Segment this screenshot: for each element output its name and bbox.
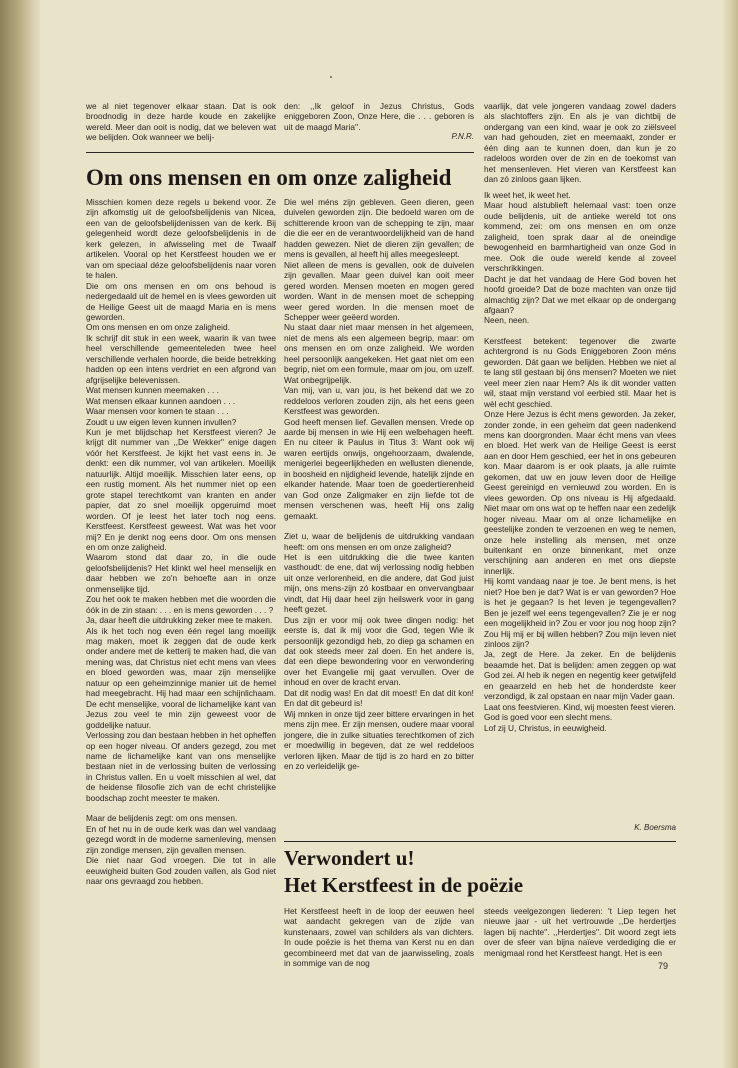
paragraph: Dus zijn er voor mij ook twee dingen nodig: het eerste is, dat ik mij voor die God, tegen Wie ik persoonlijk gezondigd heb, zo diep ga schamen en dat ook steeds meer zal doen. En het andere is, dat een diepe bewondering voor en verwondering over het Evangelie mij gaat vervullen. Over de inhoud en over de kracht ervan. <box>284 614 474 688</box>
page-number: 79 <box>658 961 669 971</box>
article1-column-1 <box>86 197 276 886</box>
paragraph: Misschien komen deze regels u bekend voor. Ze zijn afkomstig uit de geloofsbelijdenis van Nicea, een van de geloofsbelijdenissen van de kerk. Bij gelegenheid wordt deze geloofsbelijdenis in de kerk gelezen, in afwisseling met de Twaalf artikelen. Vooral op het Kerstfeest houden we er van om speciaal déze geloofsbelijdenis naar voren te halen. <box>86 197 276 281</box>
paragraph: Zoudt u uw eigen leven kunnen invullen? <box>86 416 237 427</box>
paragraph: Ja, zegt de Here. Ja zeker. En de belijdenis beaamde het. Dat is belijden: amen zeggen op wat God zei. Al heb ik negen en negentig keer getwijfeld en geaarzeld en heb het de honderdste keer verzondigd, ik zal opstaan en naar mijn Vader gaan. <box>484 649 676 702</box>
paragraph: Onze Here Jezus is écht mens geworden. Ja zeker, zonder zonde, in een geheim dat geen nadenkend mens kan doorgronden. Maar écht mens van vlees en bloed. Het werk van de Heilige Geest is eerst aan en door Hem geschied, eer het in ons gebeuren kon. Maar daarom is er ook plaats, ja alle ruimte gekomen, dat uw en jouw leven door de Heilige Geest gereinigd en vernieuwd zou worden. En is vlees geworden. Op ons niveau is Hij afgedaald. Niet maar om ons wat op te heffen naar een zedelijk hoger niveau. Maar om al onze lichamelijke en geestelijke zonden te verzoenen en weg te nemen, onze hele instelling als mensen, met onze buitenkant en onze binnenkant, met onze verschijning aan anderen en met ons diepste innerlijk. <box>484 409 676 576</box>
paragraph: En of het nu in de oude kerk was dan wel vandaag gezegd wordt in de moderne samenleving, mensen zijn zondige mensen, zijn gevallen mensen. <box>86 823 276 855</box>
paragraph: steeds veelgezongen liederen: 't Liep tegen het nieuwe jaar - uit het vertrouwde ,,De herdertjes lagen bij nachte''. ,,Herdertjes''. Dit woord zegt iets over de sfeer van bijna naïeve verdediging die er menigmaal rond het Kerstfeest hangt. Het is een <box>484 906 676 958</box>
top-col2-text: den: ,,Ik geloof in Jezus Christus, Gods eniggeboren Zoon, Onze Here, die . . . geboren is uit de maagd Maria''. <box>284 101 474 132</box>
paragraph: Het is een uitdrukking die die twee kanten vasthoudt: de ene, dat wij verlossing nodig hebben uit onze verlorenheid, en die andere, dat God juist mijn, ons mens-zijn zó kostbaar en onvervangbaar vindt, dat Hij daar heel zijn heilswerk voor in gang heeft gezet. <box>284 551 474 615</box>
paragraph: Ik schrijf dit stuk in een week, waarin ik van twee heel verschillende gemeenteleden twee heel verschillende verhalen hoorde, die beide betrekking hadden op een intens verdriet en een afgrond van afgrijselijke belevenissen. <box>86 332 276 385</box>
paragraph: Dat dit nodig was! En dat dit moest! En dat dit kon! En dat dit gebeurd is! <box>284 687 474 709</box>
paragraph: Ziet u, waar de belijdenis de uitdrukking vandaan heeft: om ons mensen en om onze zaligheid? <box>284 531 474 552</box>
paragraph: Laat ons feestvieren. Kind, wij moesten feest vieren. <box>484 701 676 712</box>
paragraph: Wat mensen kunnen meemaken . . . <box>86 385 219 396</box>
section-rule <box>284 841 676 842</box>
paragraph: Hij komt vandaag naar je toe. Je bent mens, is het niet? Hoe ben je dat? Wat is er van geworden? Hoe is het je gegaan? Is het leven je tegengevallen? Ben je jezelf wel eens tegengevallen? Zie je er nog een mogelijkheid in? Zou er voor jou nog hoop zijn? Zou Hij mij er bij willen hebben? Zou mijn leven niet zinloos zijn? <box>484 576 676 650</box>
article1-signature-box <box>484 823 676 833</box>
paragraph: God is goed voor een slecht mens. <box>484 712 613 723</box>
paragraph-gap <box>484 326 676 336</box>
article-title: Om ons mensen en om onze zaligheid <box>86 165 452 190</box>
article1-column-2 <box>284 197 474 772</box>
paragraph: Het Kerstfeest heeft in de loop der eeuwen heel wat aandacht gekregen van de zijde van kunstenaars, zowel van schilders als van dichters. In oude poëzie is het thema van Kerst nu en dan gecombineerd met dat van de jaarwisseling, zoals in sommige van de nog <box>284 906 474 969</box>
paragraph: Waar mensen voor komen te staan . . . <box>86 406 229 417</box>
paragraph: Maar houd alstublieft helemaal vast: toen onze oude belijdenis, uit de antieke wereld tot ons kommend, zei: om ons mensen en om onze zaligheid, toen sprak daar al de oneindige bewogenheid en barmhartigheid van onze God in mee. Ook die oude wereld kende al zoveel verschrikkingen. <box>484 200 676 274</box>
paragraph: Nu staat daar niet maar mensen in het algemeen, niet de mens als een algemeen begrip, maar: om ons mensen en om onze zaligheid. We worden heel persoonlijk aangekeken. Het gaat niet om een begrip, niet om een formule, maar om jou, om uzelf. Wat onbegrijpelijk. <box>284 322 474 385</box>
article1-column-3 <box>484 190 676 816</box>
paragraph: God heeft mensen lief. Gevallen mensen. Vrede op aarde bij mensen in wie Hij een welbehagen heeft. En nu citeer ik Paulus in Titus 3: Want ook wij waren eertijds onwijs, ongehoorzaam, dwalende, menigerlei begeerlijkheden en wellusten dienende, in boosheid en nijdigheid levende, hatelijk zijnde en elkander hatende. Maar toen de goedertierenheid van God onze Zaligmaker en zijn liefde tot de mensen verschenen was, heeft Hij ons zalig gemaakt. <box>284 416 474 521</box>
top-column-3 <box>484 101 676 185</box>
paragraph: Om ons mensen en om onze zaligheid. <box>86 322 230 333</box>
book-binding-shadow <box>0 0 40 1068</box>
paragraph: Niet alleen de mens is gevallen, ook de duivelen zijn gevallen. Maar geen duivel kan ooit meer gered worden. Mensen moeten en mogen gered worden. Want in de mensen moet de schepping weer gered worden. In die mensen moet de Schepper weer geëerd worden. <box>284 259 474 322</box>
paragraph: Die niet naar God vroegen. Die tot in alle eeuwigheid buiten God zouden vallen, als God niet naar ons gevraagd zou hebben. <box>86 855 276 886</box>
article2-column-2 <box>484 906 676 958</box>
article2-column-1 <box>284 906 474 969</box>
paragraph: Ja, daar heeft die uitdrukking zeker mee te maken. <box>86 615 273 626</box>
section-rule <box>86 152 474 153</box>
paragraph: Wat mensen elkaar kunnen aandoen . . . <box>86 395 236 406</box>
paragraph: Wij mnken in onze tijd zeer bittere ervaringen in het mens zijn mee. Er zijn mensen, oudere maar vooral jongere, die in zulke situaties terechtkomen of zich er moedwillig in begeven, dat ze wel reddeloos verloren lijken. Maar de tijd is zo hard en zo bitter en zo verleidelijk ge- <box>284 708 474 772</box>
article1-signature: K. Boersma <box>634 823 676 832</box>
top-col2-signature: P.N.R. <box>451 132 474 142</box>
article2-title-line-1: Verwondert u! <box>284 846 415 870</box>
paragraph-gap <box>86 803 276 813</box>
paragraph: Neen, neen. <box>484 315 530 326</box>
paragraph: Maar de belijdenis zegt: om ons mensen. <box>86 813 238 824</box>
paragraph: Van mij, van u, van jou, is het bekend dat we zo reddeloos verloren zouden zijn, als het eens geen Kerstfeest was geworden. <box>284 385 474 417</box>
paragraph-gap <box>284 521 474 531</box>
paragraph: Als ik het toch nog even één regel lang moeilijk mag maken, moet ik zeggen dat de oude kerk onder andere met de ketterij te maken had, die van mening was, dat Christus niet echt mens van vlees en bloed geworden was, maar zijn menselijke natuur op een geheimzinnige manier uit de hemel had meegebracht. Hij had maar een schijnlichaam. De echt menselijke, vooral de lichamelijke kant van Jezus zou veel te min zijn geweest voor de goddelijke natuur. <box>86 625 276 730</box>
top-col3-text: vaarlijk, dat vele jongeren vandaag zowel daders als slachtoffers zijn. En als je van dichtbij de ondergang van een kind, waar je ook zo ziëlsveel van had gehouden, ziet en meemaakt, zonder er één ding aan te kunnen doen, dan kun je zo radeloos worden over de zin en de toekomst van het mensenleven. Het vieren van Kerstfeest kan dan zó zinloos gaan lijken. <box>484 101 676 185</box>
paragraph: Kerstfeest betekent: tegenover die zwarte achtergrond is nu Gods Eniggeboren Zoon méns geworden. Dát gaan we belijden. Hebben we niet al te lang stil gestaan bij óns mensen? Moeten we niet veel meer zien naar Hem? Als ik dit wonder vatten wil, staat mijn verstand vol eerbied stil. Maar het is wèl echt geschied. <box>484 335 676 409</box>
paragraph: Zou het ook te maken hebben met die woorden die óók in de zin staan: . . . en is mens geworden . . . ? <box>86 594 276 615</box>
top-column-2 <box>284 101 474 143</box>
top-col1-text: we al niet tegenover elkaar staan. Dat is ook broodnodig in deze harde koude en zakelijke wereld. Meer dan ooit is nodig, dat we beleven wat we belijden. Ook wanneer we belij- <box>86 101 276 143</box>
paragraph: Dacht je dat het vandaag de Here God boven het hoofd groeide? Dat de boze machten van onze tijd almachtig zijn? Dat we met elkaar op de ondergang afgaan? <box>484 273 676 315</box>
paragraph: Verlossing zou dan bestaan hebben in het opheffen op een hoger niveau. Of anders gezegd, zou met name de lichamelijke kant van ons menselijke bestaan niet in de verlossing buiten de verlossing in Christus vallen. En u voelt misschien al wel, dat de heidense filosofie zich van de echt christelijke boodschap zocht meester te maken. <box>86 730 276 803</box>
paragraph: Lof zij U, Christus, in eeuwigheid. <box>484 722 607 733</box>
paragraph: Die om ons mensen en om ons behoud is nedergedaald uit de hemel en is vlees geworden uit de Heilige Geest uit de maagd Maria en is mens geworden. <box>86 280 276 322</box>
paragraph: Waarom stond dat daar zo, in die oude geloofsbelijdenis? Het klinkt wel heel menselijk en daar hebben we zo'n behoefte aan in onze onmenselijke tijd. <box>86 552 276 594</box>
top-column-1 <box>86 101 276 143</box>
paragraph: Ik weet het, ik weet het. <box>484 190 571 200</box>
paragraph: Die wel méns zijn gebleven. Geen dieren, geen duivelen geworden zijn. Die bedoeld waren om de schitterende kroon van de schepping te zijn, maar die die eer en de verantwoordelijkheid van de hand hadden gewezen. Niet de dieren zijn gevallen; de mens is gevallen, al heeft hij alles meegesleept. <box>284 197 474 260</box>
paragraph: Kun je met blijdschap het Kerstfeest vieren? Je krijgt dit nummer van ,,De Wekker'' enige dagen vóór het Kerstfeest. Je kijkt het vast eens in. Je denkt: een dik nummer, vol van artikelen. Moeilijk natuurlijk. Altijd moeilijk. Misschien later eens, op een rustig moment. Als het nummer niet op een grote stapel terechtkomt van kranten en ander papier, dat zo snel moeilijk opgeruimd moet worden. Of je leest het later toch nog eens. Kerstfeest. Kerstfeest geweest. Wat was het voor mij? En je denkt nog eens door. Om ons mensen en om onze zaligheid. <box>86 426 276 552</box>
page-edge-shadow <box>722 0 738 1068</box>
article2-title-line-2: Het Kerstfeest in de poëzie <box>284 873 524 897</box>
speck <box>330 76 332 78</box>
